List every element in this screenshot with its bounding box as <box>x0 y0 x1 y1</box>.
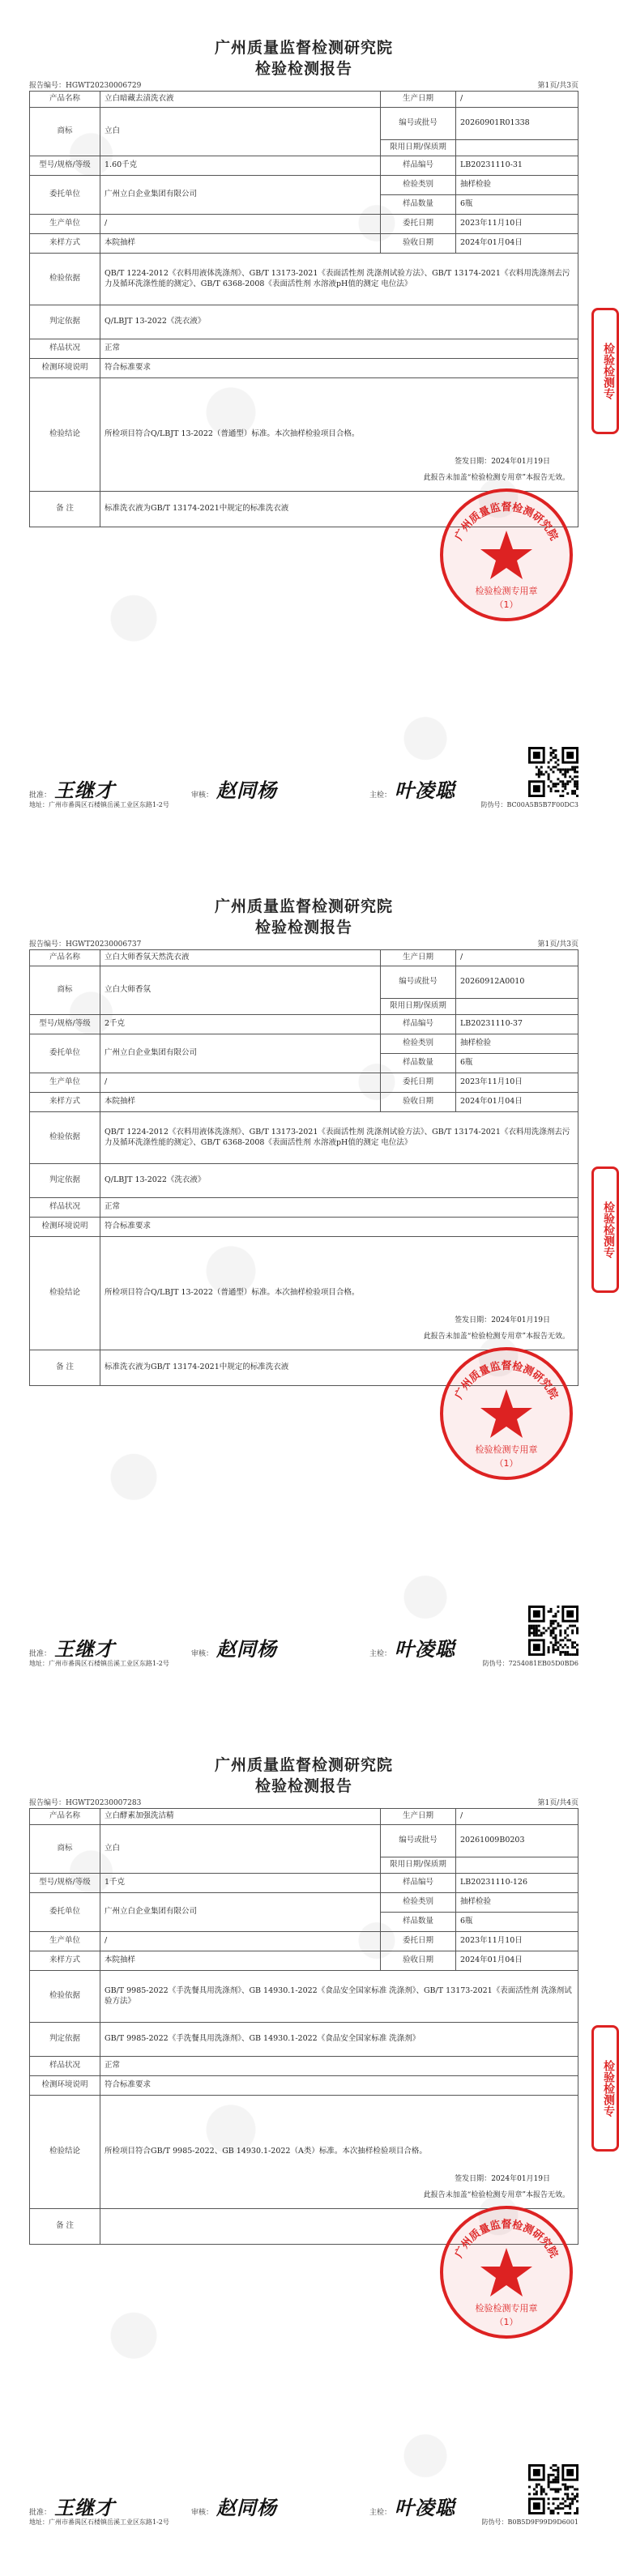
sample-number-value: LB20231110-31 <box>456 156 578 176</box>
seal-number: （1） <box>494 2317 519 2327</box>
environment-label: 检测环境说明 <box>30 1218 100 1237</box>
approver-signature: 王继才 <box>54 2497 116 2519</box>
reviewer-signature: 赵同杨 <box>216 2497 278 2519</box>
report-number-label: 报告编号： <box>29 82 66 90</box>
conclusion-label: 检验结论 <box>30 2096 100 2209</box>
report-number-label: 报告编号： <box>29 940 66 949</box>
conclusion-text: 所检项目符合Q/LBJT 13-2022（普通型）标准。本次抽样检验项目合格。 <box>105 429 360 439</box>
table-row <box>30 1015 578 1034</box>
table-row <box>30 1951 578 1971</box>
remark-label: 备 注 <box>30 2209 100 2245</box>
judgment-basis-value: Q/LBJT 13-2022《洗衣液》 <box>100 1164 578 1198</box>
table-row <box>30 1034 578 1054</box>
sample-quantity-label: 样品数量 <box>381 1054 456 1073</box>
table-row <box>30 339 578 359</box>
table-row <box>30 950 578 966</box>
inspection-type-label: 检验类别 <box>381 1893 456 1913</box>
sample-number-label: 样品编号 <box>381 156 456 176</box>
judgment-basis-label: 判定依据 <box>30 305 100 339</box>
report-table <box>29 1808 578 2245</box>
test-basis-value: QB/T 1224-2012《衣料用液体洗涤剂》、GB/T 13173-2021《表面活性剂 洗涤剂试验方法》、GB/T 13174-2021《衣料用洗涤剂去污力及循环洗涤性能的测定》、GB/T 6368-2008《表面活性剂 水溶液pH值的测定 电位法》 <box>100 254 578 305</box>
production-date-value: / <box>456 950 578 966</box>
model-label: 型号/规格/等级 <box>30 1015 100 1034</box>
approver-label: 批准： <box>29 2509 52 2517</box>
seal-center-text: 检验检测专用章 <box>475 586 538 596</box>
sampling-method-label: 来样方式 <box>30 1951 100 1971</box>
product-name-value: 立白大师香氛天然洗衣液 <box>100 950 381 966</box>
page-indicator: 第1页/共3页 <box>537 82 578 90</box>
producer-value: / <box>100 215 381 234</box>
issue-date-line <box>455 2174 550 2184</box>
approver-signature: 王继才 <box>54 779 116 802</box>
conclusion-label: 检验结论 <box>30 378 100 492</box>
official-seal <box>438 2203 575 2341</box>
reviewer-block <box>191 1633 277 1661</box>
conclusion-cell <box>100 1237 578 1350</box>
report-page <box>0 1717 615 2576</box>
table-row <box>30 1218 578 1237</box>
table-row <box>30 1809 578 1825</box>
acceptance-date-value: 2024年01月04日 <box>456 1951 578 1971</box>
issue-date: 2024年01月19日 <box>491 1316 550 1324</box>
seal-number: （1） <box>494 1458 519 1469</box>
table-row <box>30 1932 578 1951</box>
remark-value: 标准洗衣液为GB/T 13174-2021中规定的标准洗衣液 <box>100 1350 578 1386</box>
producer-value: / <box>100 1073 381 1093</box>
environment-label: 检测环境说明 <box>30 2076 100 2096</box>
sampling-method-label: 来样方式 <box>30 234 100 254</box>
seal-arc-textpath: 广州质量监督检测研究院 <box>453 501 560 543</box>
environment-value: 符合标准要求 <box>100 359 578 378</box>
issue-date-line <box>455 457 550 467</box>
lab-address: 地址：广州市番禺区石楼镇岳溪工业区东路1-2号 <box>29 801 169 808</box>
judgment-basis-value: Q/LBJT 13-2022《洗衣液》 <box>100 305 578 339</box>
sample-quantity-label: 样品数量 <box>381 1913 456 1932</box>
page-indicator: 第1页/共4页 <box>537 1799 578 1807</box>
client-label: 委托单位 <box>30 176 100 215</box>
table-row <box>30 2057 578 2076</box>
stamp-note: 此报告未加盖“检验检测专用章”本报告无效。 <box>423 1332 570 1341</box>
table-row <box>30 215 578 234</box>
table-row <box>30 176 578 195</box>
checker-signature: 叶凌聪 <box>395 1638 456 1661</box>
checker-label: 主检： <box>369 1650 392 1658</box>
qr-code-icon[interactable] <box>528 2464 578 2514</box>
sampling-method-label: 来样方式 <box>30 1093 100 1112</box>
batch-number-value: 20261009B0203 <box>456 1825 578 1857</box>
brand-label: 商标 <box>30 108 100 156</box>
qr-code-icon[interactable] <box>528 1606 578 1656</box>
remark-label: 备 注 <box>30 492 100 527</box>
approver-signature: 王继才 <box>54 1638 116 1661</box>
product-name-label: 产品名称 <box>30 92 100 108</box>
inspection-type-label: 检验类别 <box>381 1034 456 1054</box>
batch-number-label: 编号或批号 <box>381 108 456 140</box>
batch-number-value: 20260912A0010 <box>456 966 578 999</box>
commission-date-value: 2023年11月10日 <box>456 1932 578 1951</box>
issue-date-label: 签发日期： <box>455 2174 492 2183</box>
table-row <box>30 254 578 305</box>
report-number: HGWT20230006729 <box>66 82 142 90</box>
commission-date-value: 2023年11月10日 <box>456 215 578 234</box>
conclusion-cell <box>100 378 578 492</box>
sampling-method-value: 本院抽样 <box>100 1093 381 1112</box>
reviewer-label: 审核： <box>191 791 214 800</box>
shelf-life-label: 限用日期/保质期 <box>381 1857 456 1874</box>
shelf-life-value <box>456 999 578 1015</box>
signature-row <box>29 1627 578 1675</box>
signature-row <box>29 2485 578 2534</box>
approver-block <box>29 774 115 803</box>
environment-value: 符合标准要求 <box>100 2076 578 2096</box>
approver-label: 批准： <box>29 791 52 800</box>
sample-status-value: 正常 <box>100 1198 578 1218</box>
client-label: 委托单位 <box>30 1034 100 1073</box>
table-row <box>30 2096 578 2209</box>
report-meta-line <box>29 938 578 949</box>
test-basis-label: 检验依据 <box>30 254 100 305</box>
seal-arc-textpath: 广州质量监督检测研究院 <box>453 2219 560 2260</box>
table-row <box>30 1874 578 1893</box>
production-date-label: 生产日期 <box>381 1809 456 1825</box>
checker-signature: 叶凌聪 <box>395 779 456 802</box>
report-table <box>29 949 578 1386</box>
shelf-life-label: 限用日期/保质期 <box>381 999 456 1015</box>
report-title: 检验检测报告 <box>254 1777 352 1795</box>
producer-label: 生产单位 <box>30 1932 100 1951</box>
sample-quantity-value: 6瓶 <box>456 195 578 215</box>
sample-status-value: 正常 <box>100 339 578 359</box>
reviewer-label: 审核： <box>191 1650 214 1658</box>
report-number: HGWT20230006737 <box>66 940 142 949</box>
official-seal <box>438 486 575 624</box>
product-name-value: 立白酵素加强洗洁精 <box>100 1809 381 1825</box>
stamp-note: 此报告未加盖“检验检测专用章”本报告无效。 <box>423 2190 570 2199</box>
report-meta-line <box>29 1797 578 1807</box>
approver-label: 批准： <box>29 1650 52 1658</box>
table-row <box>30 1073 578 1093</box>
production-date-value: / <box>456 92 578 108</box>
commission-date-label: 委托日期 <box>381 1932 456 1951</box>
batch-number-label: 编号或批号 <box>381 966 456 999</box>
brand-label: 商标 <box>30 1825 100 1874</box>
test-basis-label: 检验依据 <box>30 1971 100 2023</box>
report-number: HGWT20230007283 <box>66 1799 142 1807</box>
judgment-basis-value: GB/T 9985-2022《手洗餐具用洗涤剂》、GB 14930.1-2022《食品安全国家标准 洗涤剂》 <box>100 2023 578 2057</box>
shelf-life-value <box>456 140 578 156</box>
model-value: 1千克 <box>100 1874 381 1893</box>
table-row <box>30 92 578 108</box>
institute-title: 广州质量监督检测研究院 <box>214 1756 393 1774</box>
seal-number: （1） <box>494 599 519 610</box>
conclusion-text: 所检项目符合GB/T 9985-2022、GB 14930.1-2022（A类）标准。本次抽样检验项目合格。 <box>105 2147 427 2156</box>
production-date-value: / <box>456 1809 578 1825</box>
report-title: 检验检测报告 <box>254 919 352 936</box>
report-title: 检验检测报告 <box>254 60 352 78</box>
table-row <box>30 234 578 254</box>
table-row <box>30 1825 578 1857</box>
checker-signature: 叶凌聪 <box>395 2497 456 2519</box>
test-basis-label: 检验依据 <box>30 1112 100 1164</box>
checker-label: 主检： <box>369 791 392 800</box>
batch-number-value: 20260901R01338 <box>456 108 578 140</box>
producer-label: 生产单位 <box>30 1073 100 1093</box>
acceptance-date-value: 2024年01月04日 <box>456 234 578 254</box>
sample-quantity-value: 6瓶 <box>456 1054 578 1073</box>
institute-title: 广州质量监督检测研究院 <box>214 39 393 57</box>
production-date-label: 生产日期 <box>381 950 456 966</box>
anti-fake-code: 防伪号：7254081EB05D0BD6 <box>482 1660 578 1667</box>
conclusion-label: 检验结论 <box>30 1237 100 1350</box>
table-row <box>30 1093 578 1112</box>
table-row <box>30 108 578 140</box>
report-table <box>29 91 578 527</box>
acceptance-date-value: 2024年01月04日 <box>456 1093 578 1112</box>
anti-fake-code: 防伪号：B0B5D9F99D9D6001 <box>481 2518 578 2526</box>
product-name-label: 产品名称 <box>30 950 100 966</box>
sample-status-label: 样品状况 <box>30 1198 100 1218</box>
acceptance-date-label: 验收日期 <box>381 1093 456 1112</box>
page-indicator: 第1页/共3页 <box>537 940 578 949</box>
sample-number-value: LB20231110-126 <box>456 1874 578 1893</box>
table-row <box>30 378 578 492</box>
reviewer-block <box>191 2492 277 2520</box>
checker-block <box>369 2492 455 2520</box>
reviewer-block <box>191 774 277 803</box>
brand-value: 立白大师香氛 <box>100 966 381 1015</box>
batch-number-label: 编号或批号 <box>381 1825 456 1857</box>
client-value: 广州立白企业集团有限公司 <box>100 1034 381 1073</box>
reviewer-signature: 赵同杨 <box>216 1638 278 1661</box>
sample-status-label: 样品状况 <box>30 2057 100 2076</box>
product-name-label: 产品名称 <box>30 1809 100 1825</box>
seal-arc-textpath: 广州质量监督检测研究院 <box>453 1360 560 1401</box>
anti-fake-code: 防伪号：BC00A5B5B7F00DC3 <box>480 801 578 808</box>
model-value: 2千克 <box>100 1015 381 1034</box>
acceptance-date-label: 验收日期 <box>381 234 456 254</box>
table-row <box>30 2076 578 2096</box>
production-date-label: 生产日期 <box>381 92 456 108</box>
commission-date-label: 委托日期 <box>381 215 456 234</box>
table-row <box>30 1164 578 1198</box>
issue-date: 2024年01月19日 <box>491 2174 550 2183</box>
inspection-type-value: 抽样检验 <box>456 1893 578 1913</box>
test-basis-value: QB/T 1224-2012《衣料用液体洗涤剂》、GB/T 13173-2021《表面活性剂 洗涤剂试验方法》、GB/T 13174-2021《衣料用洗涤剂去污力及循环洗涤性能的测定》、GB/T 6368-2008《表面活性剂 水溶液pH值的测定 电位法》 <box>100 1112 578 1164</box>
sample-number-label: 样品编号 <box>381 1874 456 1893</box>
sample-quantity-value: 6瓶 <box>456 1913 578 1932</box>
table-row <box>30 1971 578 2023</box>
signature-row <box>29 768 578 817</box>
table-row <box>30 359 578 378</box>
sampling-method-value: 本院抽样 <box>100 1951 381 1971</box>
remark-value: 标准洗衣液为GB/T 13174-2021中规定的标准洗衣液 <box>100 492 578 527</box>
report-page <box>0 0 615 859</box>
sample-number-value: LB20231110-37 <box>456 1015 578 1034</box>
table-row <box>30 305 578 339</box>
sample-quantity-label: 样品数量 <box>381 195 456 215</box>
side-seal: 检验检测专 <box>591 308 619 434</box>
checker-label: 主检： <box>369 2509 392 2517</box>
report-meta-line <box>29 79 578 90</box>
institute-title: 广州质量监督检测研究院 <box>214 898 393 915</box>
approver-block <box>29 2492 115 2520</box>
inspection-type-value: 抽样检验 <box>456 1034 578 1054</box>
sampling-method-value: 本院抽样 <box>100 234 381 254</box>
conclusion-text: 所检项目符合Q/LBJT 13-2022（普通型）标准。本次抽样检验项目合格。 <box>105 1288 360 1298</box>
lab-address: 地址：广州市番禺区石楼镇岳溪工业区东路1-2号 <box>29 1660 169 1667</box>
side-seal: 检验检测专 <box>591 1166 619 1293</box>
conclusion-cell <box>100 2096 578 2209</box>
commission-date-value: 2023年11月10日 <box>456 1073 578 1093</box>
remark-label: 备 注 <box>30 1350 100 1386</box>
model-value: 1.60千克 <box>100 156 381 176</box>
sample-status-label: 样品状况 <box>30 339 100 359</box>
environment-value: 符合标准要求 <box>100 1218 578 1237</box>
report-number-label: 报告编号： <box>29 1799 66 1807</box>
stamp-note: 此报告未加盖“检验检测专用章”本报告无效。 <box>423 473 570 482</box>
table-row <box>30 2023 578 2057</box>
issue-date-line <box>455 1316 550 1325</box>
client-value: 广州立白企业集团有限公司 <box>100 1893 381 1932</box>
sample-status-value: 正常 <box>100 2057 578 2076</box>
client-label: 委托单位 <box>30 1893 100 1932</box>
model-label: 型号/规格/等级 <box>30 1874 100 1893</box>
report-page <box>0 859 615 1717</box>
qr-code-icon[interactable] <box>528 747 578 797</box>
issue-date-label: 签发日期： <box>455 457 492 466</box>
official-seal <box>438 1345 575 1482</box>
brand-label: 商标 <box>30 966 100 1015</box>
table-row <box>30 1237 578 1350</box>
shelf-life-value <box>456 1857 578 1874</box>
issue-date-label: 签发日期： <box>455 1316 492 1324</box>
inspection-type-value: 抽样检验 <box>456 176 578 195</box>
inspection-type-label: 检验类别 <box>381 176 456 195</box>
approver-block <box>29 1633 115 1661</box>
reviewer-label: 审核： <box>191 2509 214 2517</box>
producer-value: / <box>100 1932 381 1951</box>
client-value: 广州立白企业集团有限公司 <box>100 176 381 215</box>
product-name-value: 立白暗藏去渍洗衣液 <box>100 92 381 108</box>
table-row <box>30 966 578 999</box>
commission-date-label: 委托日期 <box>381 1073 456 1093</box>
judgment-basis-label: 判定依据 <box>30 1164 100 1198</box>
brand-value: 立白 <box>100 108 381 156</box>
table-row <box>30 156 578 176</box>
shelf-life-label: 限用日期/保质期 <box>381 140 456 156</box>
sample-number-label: 样品编号 <box>381 1015 456 1034</box>
table-row <box>30 1893 578 1913</box>
issue-date: 2024年01月19日 <box>491 457 550 466</box>
reviewer-signature: 赵同杨 <box>216 779 278 802</box>
judgment-basis-label: 判定依据 <box>30 2023 100 2057</box>
seal-center-text: 检验检测专用章 <box>475 2303 538 2314</box>
checker-block <box>369 1633 455 1661</box>
side-seal: 检验检测专 <box>591 2025 619 2152</box>
lab-address: 地址：广州市番禺区石楼镇岳溪工业区东路1-2号 <box>29 2518 169 2526</box>
environment-label: 检测环境说明 <box>30 359 100 378</box>
model-label: 型号/规格/等级 <box>30 156 100 176</box>
table-row <box>30 1112 578 1164</box>
seal-center-text: 检验检测专用章 <box>475 1444 538 1455</box>
acceptance-date-label: 验收日期 <box>381 1951 456 1971</box>
checker-block <box>369 774 455 803</box>
brand-value: 立白 <box>100 1825 381 1874</box>
producer-label: 生产单位 <box>30 215 100 234</box>
test-basis-value: GB/T 9985-2022《手洗餐具用洗涤剂》、GB 14930.1-2022《食品安全国家标准 洗涤剂》、GB/T 13173-2021《表面活性剂 洗涤剂试验方法》 <box>100 1971 578 2023</box>
table-row <box>30 1198 578 1218</box>
